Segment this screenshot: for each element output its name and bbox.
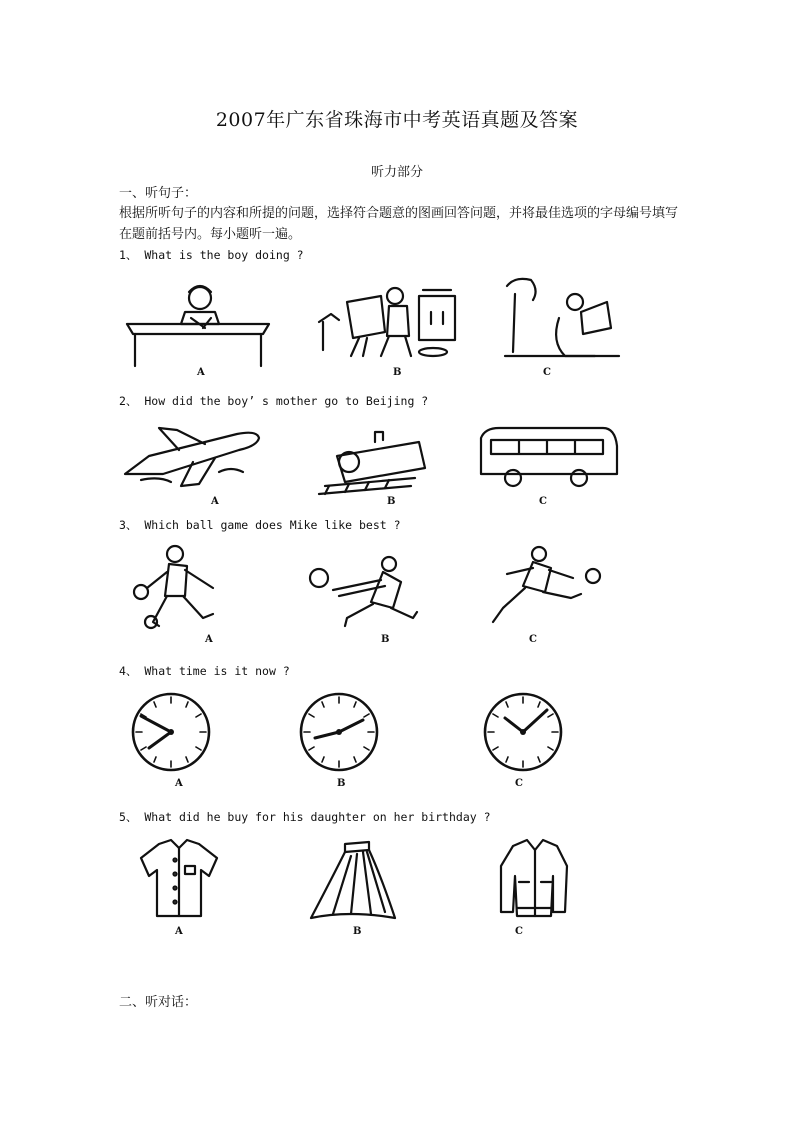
boy-reading-newspaper-icon — [505, 279, 619, 356]
question-2-pictures — [119, 416, 639, 512]
option-5c-label: C — [515, 926, 523, 937]
option-1b-label: B — [393, 367, 402, 378]
option-4a-label: A — [175, 778, 183, 789]
option-4b-label: B — [337, 778, 346, 789]
football-player-icon — [493, 547, 600, 622]
option-2b-label: B — [387, 496, 396, 507]
option-3c-label: C — [529, 634, 537, 645]
volleyball-player-icon — [310, 557, 417, 626]
bus-icon — [481, 428, 617, 486]
question-1: 1、 What is the boy doing ? — [119, 248, 304, 262]
option-5a-label: A — [175, 926, 183, 937]
question-3-pictures — [119, 542, 639, 648]
option-2c-label: C — [539, 496, 547, 507]
clock-icon — [301, 694, 377, 770]
airplane-icon — [125, 428, 259, 486]
clock-icon — [485, 694, 561, 770]
basketball-player-icon — [134, 546, 213, 628]
question-1-pictures — [119, 272, 639, 382]
shirt-icon — [141, 840, 217, 916]
page-title: 2007年广东省珠海市中考英语真题及答案 — [215, 109, 579, 131]
skirt-icon — [311, 842, 395, 918]
question-5-pictures — [119, 836, 639, 942]
section-subtitle: 听力部分 — [370, 165, 423, 180]
boy-writing-at-desk-icon — [127, 286, 269, 366]
question-2: 2、 How did the boy’ s mother go to Beijing ? — [119, 394, 429, 408]
option-2a-label: A — [211, 496, 219, 507]
boy-painting-outdoors-icon — [319, 288, 455, 356]
option-3a-label: A — [205, 634, 213, 645]
jacket-icon — [501, 840, 567, 916]
question-5: 5、 What did he buy for his daughter on her birthday ? — [119, 810, 491, 824]
question-4: 4、 What time is it now ? — [119, 664, 290, 678]
option-4c-label: C — [515, 778, 523, 789]
section-2-heading: 二、听对话： — [119, 995, 198, 1010]
section-1-instruction: 根据所听句子的内容和所提的问题，选择符合题意的图画回答问题，并将最佳选项的字母编号填写在题前括号内。每小题听一遍。 — [119, 206, 679, 242]
question-3: 3、 Which ball game does Mike like best ? — [119, 518, 401, 532]
option-3b-label: B — [381, 634, 390, 645]
section-1-heading: 一、听句子： — [119, 186, 198, 201]
option-5b-label: B — [353, 926, 362, 937]
option-1c-label: C — [543, 367, 551, 378]
clock-icon — [133, 694, 209, 770]
train-icon — [319, 432, 425, 494]
option-1a-label: A — [197, 367, 205, 378]
question-4-pictures — [119, 690, 639, 794]
